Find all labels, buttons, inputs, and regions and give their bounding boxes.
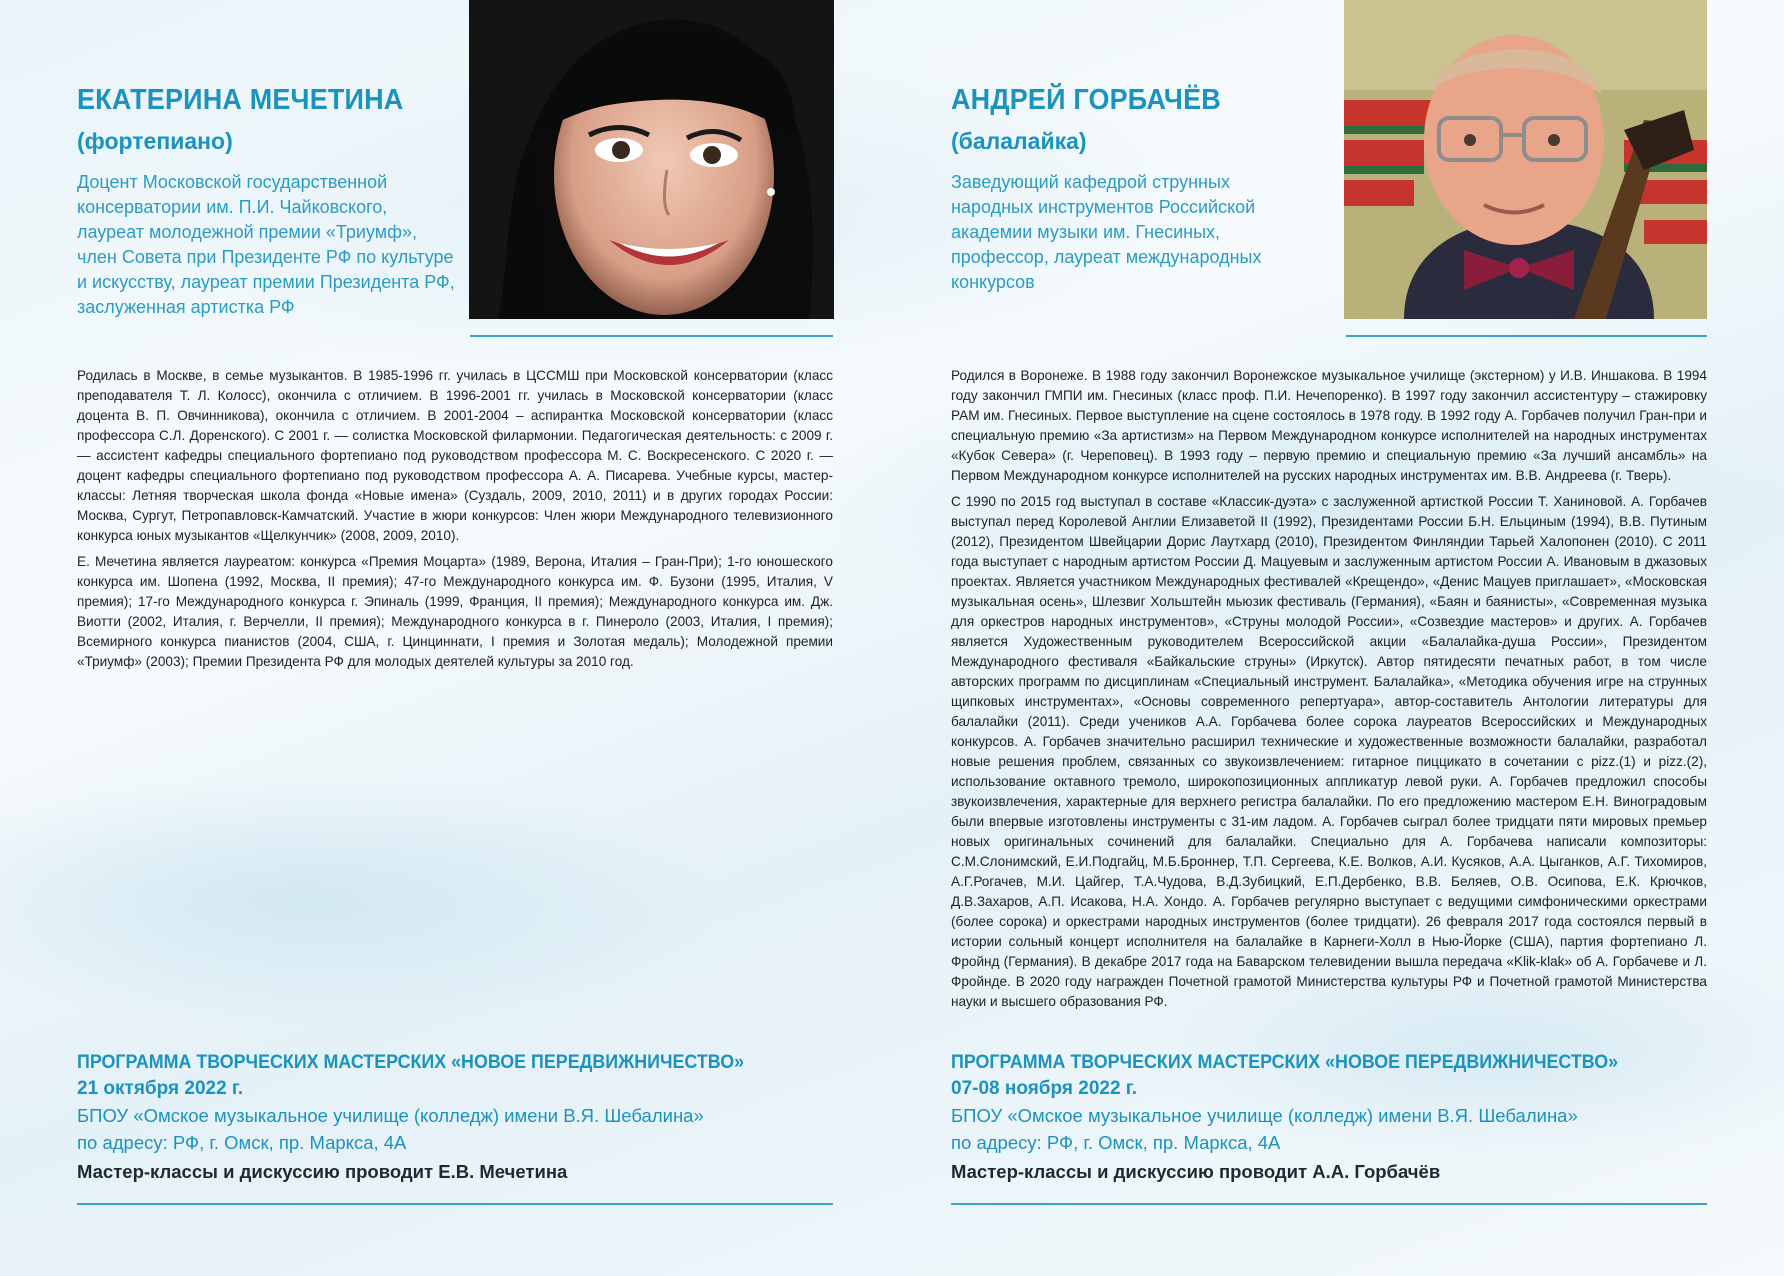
program-address: по адресу: РФ, г. Омск, пр. Маркса, 4А	[951, 1132, 1281, 1153]
bio-paragraph: Е. Мечетина является лауреатом: конкурса «Премия Моцарта» (1989, Верона, Италия – Гран-При); 1-го юношеского конкурса им. Шопена (1992, Москва, II премия); 47-го Международного конкурса им. Ф. Бузони (1995, Италия, V премия); 17-го Международного конкурса г. Эпиналь (1999, Франция, II премия); Международного конкурса им. Дж. Виотти (2002, Италия, г. Верчелли, II премия); Международного конкурса в г. Пинероло (2003, Италия, I премия); Всемирного конкурса пианистов (2004, США, г. Цинциннати, I премия и Золотая медаль); Молодежной премии «Триумф» (2003); Премии Президента РФ для молодых деятелей культуры за 2010 год.	[77, 554, 833, 669]
bio-paragraph: С 1990 по 2015 год выступал в составе «Классик-дуэта» с заслуженной артисткой России Т. Ханиновой. А. Горбачев выступал перед Королевой Англии Елизаветой II (1992), Президентами России Б.Н. Ельциным (1994), В.В. Путиным (2012), Президентом Швейцарии Дорис Лаутхард (2010), Президентом Финляндии Тарьей Халопонен (2010). С 2011 года выступает с народным артистом России Д. Мацуевым и заслуженным артистом России А. Ивановым в джазовых проектах. Является участником Международных фестивалей «Крещендо», «Денис Мацуев приглашает», «Московская музыкальная осень», Шлезвиг Хольштейн мьюзик фестиваль (Германия), «Баян и баянисты», «Современная музыка для оркестров народных инструментов», «Струны молодой России», «Созвездие мастеров» и других. А. Горбачев является Художественным руководителем Всероссийской акции «Балалайка-душа России», Президентом Международного фестиваля «Байкальские струны» (Иркутск). Автор пятидесяти печатных работ, в том числе авторских программ по дисциплинам «Специальный инструмент. Балалайка», «Методика обучения игре на струнных щипковых инструментах», «Основы современного репертуара», автор-составитель Антологии литературы для балалайки (2011). Среди учеников А.А. Горбачева более сорока лауреатов Всероссийских и Международных конкурсов. А. Горбачев значительно расширил технические и художественные возможности балалайки, разработал новые решения проблем, связанных со звукоизвлечением: гитарное пиццикато в сочетании с pizz.(1) и pizz.(2), использование октавного тремоло, широкопозиционных аппликатур левой руки. А. Горбачев предложил способы звукоизвлечения, характерные для верхнего регистра балалайки. По его предложению мастером Е.Н. Виноградовым были впервые изготовлены инструменты с 31-им ладом. А. Горбачев сыграл более тридцати пяти мировых премьер новых оригинальных сочинений для балалайки. Специально для А. Горбачева написали композиторы: С.М.Слонимский, Е.И.Подгайц, М.Б.Броннер, Т.П. Сергеева, К.Е. Волков, А.И. Кусяков, А.А. Цыганков, А.Г. Тихомиров, А.Г.Рогачев, М.И. Цайгер, Т.А.Чудова, В.Д.Зубицкий, Е.П.Дербенко, В.В. Беляев, О.В. Осипова, Е.К. Крючков, Д.В.Захаров, А.П. Исакова, Н.А. Хондо. А. Горбачев регулярно выступает с ведущими симфоническими оркестрами (более сорока) и оркестрами народных инструментов (более тридцати). 26 февраля 2017 года состоялся первый в истории сольный концерт исполнителя на балалайке в Карнеги-Холл в Нью-Йорке (США), партия фортепиано Л. Фройнд (Германия). В декабре 2017 года на Баварском телевидении вышла передача «Klik-klak» об А. Горбачеве и Л. Фройнде. В 2020 году награжден Почетной грамотой Министерства культуры РФ и Почетной грамотой Министерства науки и высшего образования РФ.	[951, 494, 1707, 1009]
biography	[77, 366, 833, 678]
bottom-divider	[951, 1203, 1707, 1205]
portrait-photo	[469, 0, 834, 319]
person-name: ЕКАТЕРИНА МЕЧЕТИНА	[77, 84, 404, 116]
person-title: Заведующий кафедрой струнных народных инструментов Российской академии музыки им. Гнесиных, профессор, лауреат международных конкурсов	[951, 172, 1262, 292]
program-venue: БПОУ «Омское музыкальное училище (колледж) имени В.Я. Шебалина»	[951, 1105, 1578, 1126]
biography	[951, 366, 1707, 1018]
photo-divider	[1346, 335, 1707, 337]
photo-divider	[470, 335, 833, 337]
program-date: 21 октября 2022 г.	[77, 1078, 244, 1099]
bottom-divider	[77, 1203, 833, 1205]
person-name: АНДРЕЙ ГОРБАЧЁВ	[951, 84, 1221, 116]
person-instrument: (балалайка)	[951, 128, 1087, 154]
bio-paragraph: Родился в Воронеже. В 1988 году закончил Воронежское музыкальное училище (экстерном) у И.В. Иншакова. В 1994 году закончил ГМПИ им. Гнесиных (класс проф. П.И. Нечепоренко). В 1997 году закончил ассистентуру – стажировку РАМ им. Гнесиных. Первое выступление на сцене состоялось в 1978 году. В 1992 году А. Горбачев получил Гран-при и специальную премию «За артистизм» на Первом Международном конкурсе исполнителей на народных инструментах «Кубок Севера» (г. Череповец). В 1993 году – первую премию и специальную премию «За лучший ансамбль» на Первом Международном конкурсе исполнителей на русских народных инструментах им. В.В. Андреева (г. Тверь).	[951, 368, 1707, 483]
person-title: Доцент Московской государственной консерватории им. П.И. Чайковского, лауреат молодежной премии «Триумф», член Совета при Президенте РФ по культуре и искусству, лауреат премии Президента РФ, заслуженная артистка РФ	[77, 172, 455, 317]
person-instrument: (фортепиано)	[77, 128, 233, 154]
bio-paragraph: Родилась в Москве, в семье музыкантов. В 1985-1996 гг. училась в ЦССМШ при Московской консерватории (класс преподавателя Т. Л. Колосс), окончила с отличием. В 1996-2001 гг. училась в Московской консерватории (класс доцента В. П. Овчинникова), окончила с отличием. В 2001-2004 – аспирантка Московской консерватории (класс профессора С.Л. Доренского). С 2001 г. — солистка Московской филармонии. Педагогическая деятельность: с 2009 г. — ассистент кафедры специального фортепиано под руководством профессора М. С. Воскресенского. С 2020 г. — доцент кафедры специального фортепиано под руководством профессора А. А. Писарева. Учебные курсы, мастер-классы: Летняя творческая школа фонда «Новые имена» (Суздаль, 2009, 2010, 2011) и в других городах России: Москва, Сургут, Петропавловск-Камчатский. Участие в жюри конкурсов: Член жюри Международного телевизионного конкурса юных музыкантов «Щелкунчик» (2008, 2009, 2010).	[77, 368, 833, 543]
program-lead: Мастер-классы и дискуссию проводит Е.В. Мечетина	[77, 1161, 568, 1182]
program-title: ПРОГРАММА ТВОРЧЕСКИХ МАСТЕРСКИХ «НОВОЕ ПЕРЕДВИЖНИЧЕСТВО»	[77, 1052, 745, 1073]
portrait-photo	[1344, 0, 1707, 319]
portrait-illustration	[469, 0, 834, 319]
program-title: ПРОГРАММА ТВОРЧЕСКИХ МАСТЕРСКИХ «НОВОЕ ПЕРЕДВИЖНИЧЕСТВО»	[951, 1052, 1619, 1073]
program-address: по адресу: РФ, г. Омск, пр. Маркса, 4А	[77, 1132, 407, 1153]
program-date: 07-08 ноября 2022 г.	[951, 1078, 1138, 1099]
program-block	[951, 1050, 1707, 1185]
portrait-illustration	[1344, 0, 1707, 319]
program-venue: БПОУ «Омское музыкальное училище (колледж) имени В.Я. Шебалина»	[77, 1105, 704, 1126]
program-lead: Мастер-классы и дискуссию проводит А.А. Горбачёв	[951, 1161, 1441, 1182]
program-block	[77, 1050, 833, 1185]
